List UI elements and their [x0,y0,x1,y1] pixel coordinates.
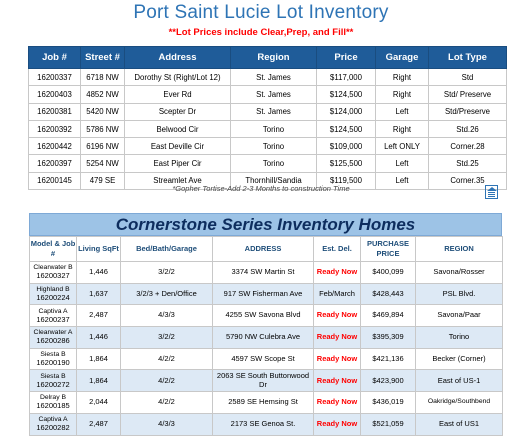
col-bed-bath-garage: Bed/Bath/Garage [121,237,213,262]
cornerstone-row [30,262,503,284]
lot-cell: $125,500 [317,155,376,172]
lot-cell: Streamlet Ave [125,172,231,189]
living-sqft-cell: 2,487 [77,413,121,435]
living-sqft-cell: 2,044 [77,392,121,414]
lot-cell: 6196 NW [81,138,125,155]
region-cell: Savona/Paar [416,305,503,327]
col-purchase-price: PURCHASE PRICE [361,237,416,262]
col-est-delivery: Est. Del. [314,237,361,262]
lot-cell: Right [376,120,429,137]
lot-cell: 16200392 [29,120,81,137]
bed-bath-garage-cell: 3/2/2 [121,262,213,284]
purchase-price-cell: $428,443 [361,283,416,305]
model-name: Siesta B [40,351,66,359]
lot-cell: $124,500 [317,120,376,137]
lot-cell: Corner.35 [429,172,507,189]
cornerstone-row [30,348,503,370]
purchase-price-cell: $423,900 [361,370,416,392]
model-job-cell [30,413,77,435]
col-model-job: Model & Job # [30,237,77,262]
est-delivery-cell: Ready Now [314,370,361,392]
est-delivery-cell: Ready Now [314,327,361,349]
cornerstone-row [30,305,503,327]
address-cell: 5790 NW Culebra Ave [213,327,314,349]
equal-housing-opportunity-icon [485,185,498,199]
address-cell: 2589 SE Hemsing St [213,392,314,414]
lot-row [29,120,507,137]
lot-col-header: Region [231,47,317,69]
address-cell: 2173 SE Genoa St. [213,413,314,435]
lot-col-header: Job # [29,47,81,69]
bed-bath-garage-cell: 3/2/2 [121,327,213,349]
lot-cell: $119,500 [317,172,376,189]
col-region: REGION [416,237,503,262]
lot-cell: St. James [231,69,317,86]
lot-cell: 16200337 [29,69,81,86]
address-cell: 4597 SW Scope St [213,348,314,370]
lot-cell: Thornhill/Sandia [231,172,317,189]
lot-cell: Ever Rd [125,86,231,103]
lot-row [29,86,507,103]
region-cell: Torino [416,327,503,349]
model-name: Siesta B [40,372,66,380]
est-delivery-cell: Ready Now [314,348,361,370]
lot-cell: 479 SE [81,172,125,189]
lot-cell: Std [429,69,507,86]
lot-cell: St. James [231,86,317,103]
col-address: ADDRESS [213,237,314,262]
lot-cell: 16200403 [29,86,81,103]
model-name: Highland B [36,286,70,294]
region-cell: Oakridge/Southbend [416,392,503,414]
est-delivery-cell: Ready Now [314,392,361,414]
bed-bath-garage-cell: 4/2/2 [121,370,213,392]
est-delivery-cell: Ready Now [314,413,361,435]
lot-cell: 5786 NW [81,120,125,137]
lot-col-header: Garage [376,47,429,69]
lot-cell: $117,000 [317,69,376,86]
lot-cell: 5254 NW [81,155,125,172]
lot-cell: Left [376,103,429,120]
bed-bath-garage-cell: 4/3/3 [121,305,213,327]
address-cell: 2063 SE South Buttonwood Dr [213,370,314,392]
est-delivery-cell: Feb/March [314,283,361,305]
job-number: 16200272 [36,379,70,389]
purchase-price-cell: $521,059 [361,413,416,435]
model-job-cell [30,348,77,370]
lot-cell: $124,000 [317,103,376,120]
lot-cell: Std/Preserve [429,103,507,120]
cornerstone-row [30,392,503,414]
model-name: Clearwater A [33,329,73,337]
lot-cell: 16200442 [29,138,81,155]
job-number: 16200286 [36,336,70,346]
lot-cell: Torino [231,120,317,137]
model-job-cell [30,283,77,305]
lot-cell: Corner.28 [429,138,507,155]
lot-price-note: **Lot Prices include Clear,Prep, and Fill** [168,27,354,38]
lot-cell: Left [376,172,429,189]
lot-cell: 16200381 [29,103,81,120]
lot-cell: 6718 NW [81,69,125,86]
lot-inventory-table [28,46,507,190]
job-number: 16200237 [36,314,70,324]
model-job-cell [30,305,77,327]
cornerstone-row [30,327,503,349]
lot-cell: East Deville Cir [125,138,231,155]
est-delivery-cell: Ready Now [314,262,361,284]
model-name: Clearwater B [33,264,73,272]
lot-cell: Dorothy St (Right/Lot 12) [125,69,231,86]
living-sqft-cell: 1,637 [77,283,121,305]
lot-cell: $124,500 [317,86,376,103]
lot-cell: Std.25 [429,155,507,172]
cornerstone-row [30,413,503,435]
lot-col-header: Price [317,47,376,69]
bed-bath-garage-cell: 4/2/2 [121,348,213,370]
lot-cell: St. James [231,103,317,120]
page-title: Port Saint Lucie Lot Inventory [133,2,389,23]
lot-header-row [29,47,507,69]
address-cell: 917 SW Fisherman Ave [213,283,314,305]
lot-cell: Std.26 [429,120,507,137]
living-sqft-cell: 1,446 [77,262,121,284]
lot-cell: 4852 NW [81,86,125,103]
lot-row [29,103,507,120]
lot-cell: Std/ Preserve [429,86,507,103]
model-name: Captiva A [38,416,68,424]
model-job-cell [30,392,77,414]
purchase-price-cell: $469,894 [361,305,416,327]
region-cell: Becker (Corner) [416,348,503,370]
region-cell: East of US1 [416,413,503,435]
model-name: Captiva A [38,307,68,315]
model-name: Delray B [39,394,67,402]
region-cell: East of US-1 [416,370,503,392]
living-sqft-cell: 1,864 [77,348,121,370]
bed-bath-garage-cell: 3/2/3 + Den/Office [121,283,213,305]
lot-cell: Right [376,86,429,103]
model-job-cell [30,370,77,392]
model-job-cell [30,327,77,349]
lot-cell: $109,000 [317,138,376,155]
cornerstone-row [30,283,503,305]
lot-cell: Left ONLY [376,138,429,155]
address-cell: 4255 SW Savona Blvd [213,305,314,327]
cornerstone-header-row [30,237,503,262]
lot-cell: 5420 NW [81,103,125,120]
lot-cell: Torino [231,155,317,172]
lot-col-header: Lot Type [429,47,507,69]
cornerstone-row [30,370,503,392]
region-cell: PSL Blvd. [416,283,503,305]
living-sqft-cell: 1,446 [77,327,121,349]
lot-col-header: Address [125,47,231,69]
lot-cell: Right [376,69,429,86]
lot-cell: Torino [231,138,317,155]
model-job-cell [30,262,77,284]
lot-cell: Belwood Cir [125,120,231,137]
address-cell: 3374 SW Martin St [213,262,314,284]
lot-row [29,69,507,86]
living-sqft-cell: 1,864 [77,370,121,392]
job-number: 16200327 [36,271,70,281]
cornerstone-title: Cornerstone Series Inventory Homes [29,213,502,236]
bed-bath-garage-cell: 4/3/3 [121,413,213,435]
purchase-price-cell: $395,309 [361,327,416,349]
job-number: 16200224 [36,293,70,303]
job-number: 16200190 [36,358,70,368]
col-living-sqft: Living SqFt [77,237,121,262]
cornerstone-inventory-table [29,236,503,436]
lot-table-body [29,69,507,190]
purchase-price-cell: $421,136 [361,348,416,370]
lot-row [29,138,507,155]
bed-bath-garage-cell: 4/2/2 [121,392,213,414]
gopher-tortoise-note: *Gopher Tortise-Add 2-3 Months to construction Time [172,184,350,193]
living-sqft-cell: 2,487 [77,305,121,327]
lot-cell: East Piper Cir [125,155,231,172]
purchase-price-cell: $436,019 [361,392,416,414]
est-delivery-cell: Ready Now [314,305,361,327]
lot-col-header: Street # [81,47,125,69]
job-number: 16200282 [36,423,70,433]
lot-cell: Scepter Dr [125,103,231,120]
lot-row [29,155,507,172]
lot-cell: 16200145 [29,172,81,189]
purchase-price-cell: $400,099 [361,262,416,284]
job-number: 16200185 [36,401,70,411]
lot-cell: Left [376,155,429,172]
region-cell: Savona/Rosser [416,262,503,284]
cornerstone-table-body [30,262,503,436]
lot-cell: 16200397 [29,155,81,172]
